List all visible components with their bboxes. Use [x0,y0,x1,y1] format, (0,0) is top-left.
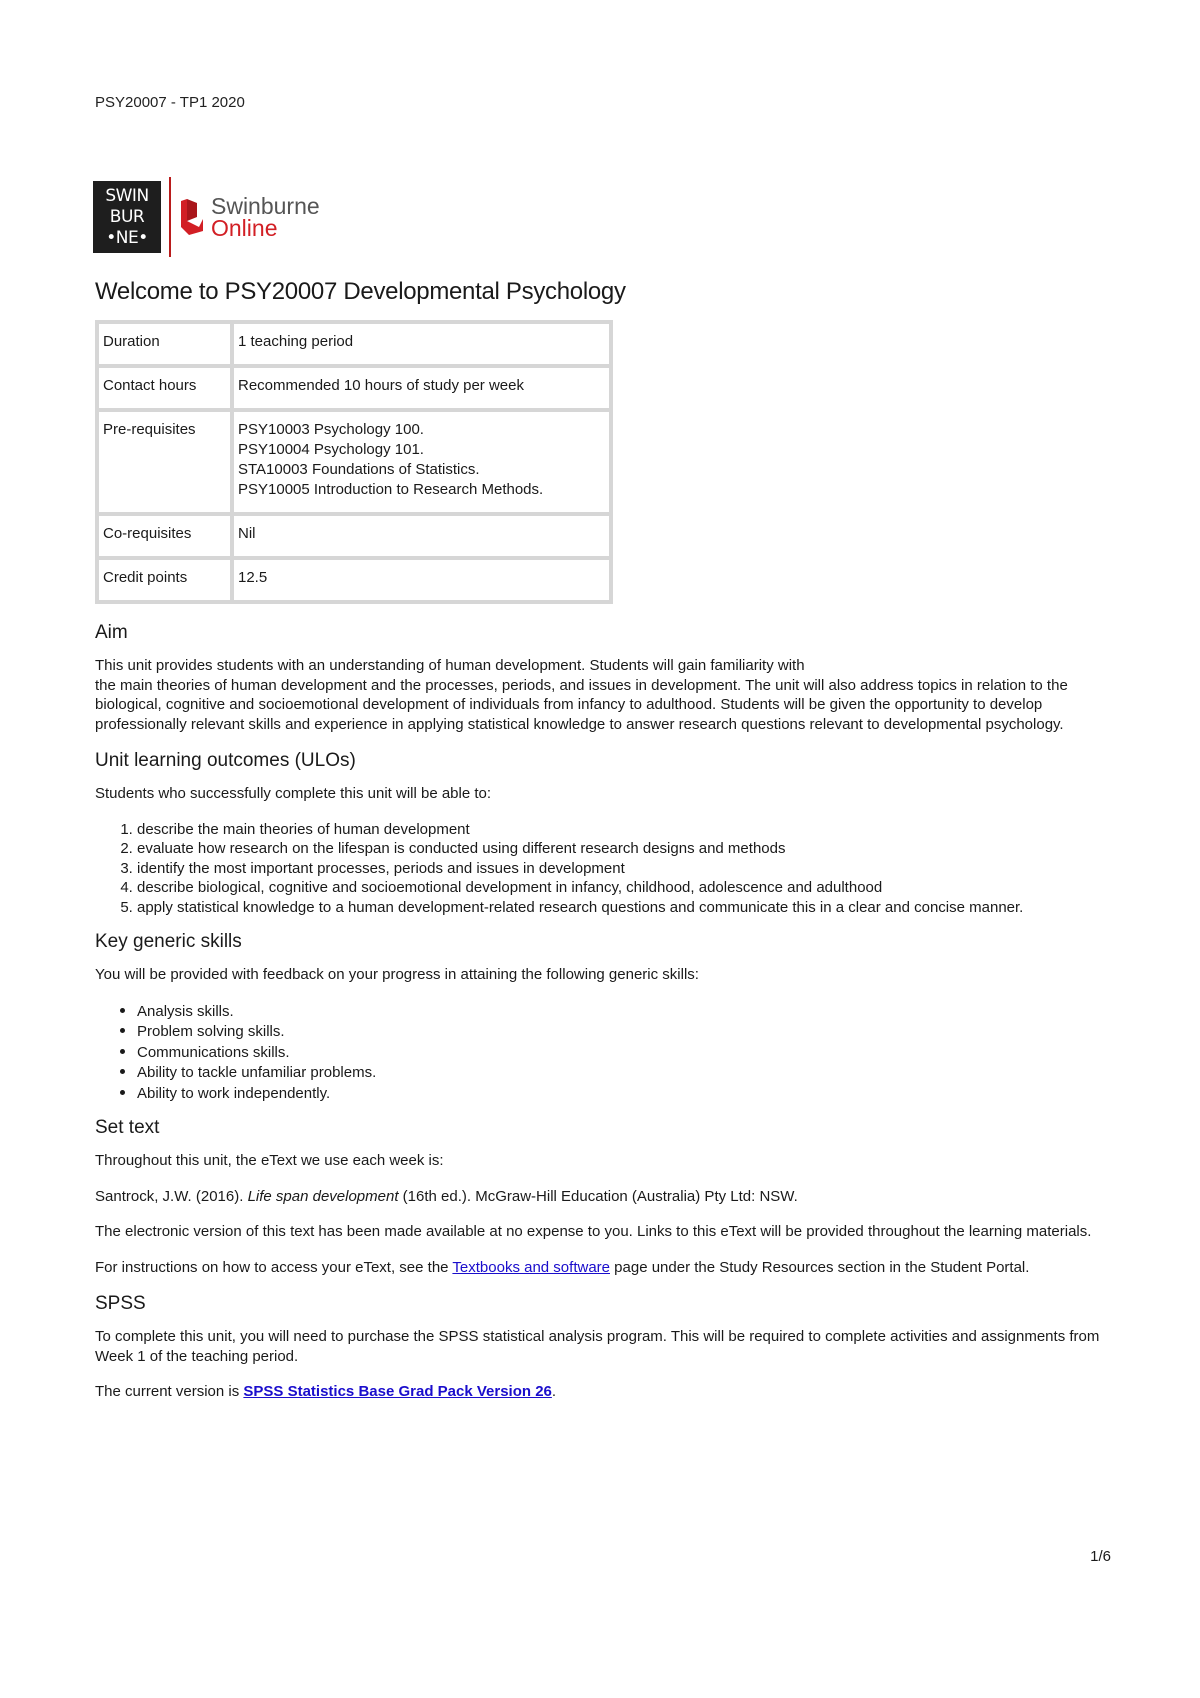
aim-line1: This unit provides students with an understanding of human development. Students will gain familiarity with [95,657,805,674]
table-value [232,410,611,514]
table-row [97,366,611,410]
list-item: 3. identify the most important processes, periods and issues in development [137,859,1110,879]
prerequisite-item: PSY10005 Introduction to Research Methods. [238,481,544,498]
ulos-heading: Unit learning outcomes (ULOs) [95,750,356,771]
list-item: 5. apply statistical knowledge to a human development-related research questions and communicate this in a clear and concise manner. [137,898,1110,918]
list-item: • Analysis skills. [137,1001,1110,1022]
list-item: • Communications skills. [137,1042,1110,1063]
table-key: Duration [97,322,232,366]
spss-heading: SPSS [95,1293,146,1314]
table-row [97,410,611,514]
running-header: PSY20007 - TP1 2020 [95,94,245,111]
logo-wordmark-line2: Online [211,215,278,241]
table-key: Contact hours [97,366,232,410]
main-content [95,278,1110,1418]
logo-block-line: SWIN [105,185,149,206]
swinburne-block-logo [93,181,161,253]
table-value: 1 teaching period [232,322,611,366]
instructions-text-end: page under the Study Resources section in the Student Portal. [610,1258,1030,1276]
skills-list [95,1001,1110,1104]
table-key: Credit points [97,558,232,602]
aim-heading: Aim [95,622,128,643]
ulos-intro: Students who successfully complete this unit will be able to: [95,785,492,802]
set-text-intro: Throughout this unit, the eText we use each week is: [95,1152,444,1169]
list-item: • Ability to tackle unfamiliar problems. [137,1062,1110,1083]
list-item: 1. describe the main theories of human development [137,820,1110,840]
logo-divider [169,177,171,257]
table-value: Nil [232,514,611,558]
table-row [97,322,611,366]
list-item: • Problem solving skills. [137,1021,1110,1042]
instructions-text: For instructions on how to access your eText, see the [95,1258,453,1276]
table-key: Co-requisites [97,514,232,558]
prerequisite-item: PSY10004 Psychology 101. [238,441,424,458]
list-item: 2. evaluate how research on the lifespan is conducted using different research designs and methods [137,839,1110,859]
citation [95,1187,1110,1207]
set-text-heading: Set text [95,1117,160,1138]
set-text-availability: The electronic version of this text has been made available at no expense to you. Links to this eText will be provided throughout the learning materials. [95,1223,1092,1240]
prerequisite-item: PSY10003 Psychology 100. [238,421,424,438]
aim-line2: the main theories of human development and the processes, periods, and issues in development. The unit will also address topics in relation to the biological, cognitive and socioemotional development of individuals from infancy to adulthood. Students will be given the opportunity to develop professionally relevant skills and experience in applying statistical knowledge to answer research questions relevant to developmental psychology. [95,676,1068,733]
skills-intro: You will be provided with feedback on your progress in attaining the following generic skills: [95,966,699,983]
ulos-list [95,820,1110,918]
logo-block-line: BUR [109,206,145,227]
logo-block-line: •NE• [106,227,148,248]
spss-version-link[interactable]: SPSS Statistics Base Grad Pack Version 26 [243,1383,552,1400]
aim-paragraph [95,656,1110,734]
unit-info-table [95,320,613,604]
table-key: Pre-requisites [97,410,232,514]
spss-version [95,1382,1110,1402]
page-title: Welcome to PSY20007 Developmental Psychology [95,278,626,305]
page-number: 1/6 [1090,1548,1111,1565]
table-value: 12.5 [232,558,611,602]
logo-wordmark-line1: Swinburne [211,193,320,219]
speech-bubble-icon [179,197,205,237]
spss-version-text: The current version is [95,1383,244,1400]
spss-paragraph: To complete this unit, you will need to purchase the SPSS statistical analysis program. This will be required to complete activities and assignments from Week 1 of the teaching period. [95,1328,1100,1365]
list-item: 4. describe biological, cognitive and socioemotional development in infancy, childhood, adolescence and adulthood [137,878,1110,898]
skills-heading: Key generic skills [95,931,242,952]
citation-title: Life span development [247,1187,399,1205]
prerequisite-item: STA10003 Foundations of Statistics. [238,461,480,478]
citation-publisher: (16th ed.). McGraw-Hill Education (Australia) Pty Ltd: NSW. [398,1187,798,1205]
spss-version-end: . [551,1383,557,1400]
list-item: • Ability to work independently. [137,1083,1110,1104]
table-value: Recommended 10 hours of study per week [232,366,611,410]
textbooks-software-link[interactable]: Textbooks and software [452,1258,610,1276]
set-text-instructions [95,1258,1110,1278]
swinburne-online-logo [93,177,320,257]
table-row [97,558,611,602]
logo-wordmark [211,195,320,239]
citation-authors: Santrock, J.W. (2016). [95,1187,248,1205]
table-row [97,514,611,558]
